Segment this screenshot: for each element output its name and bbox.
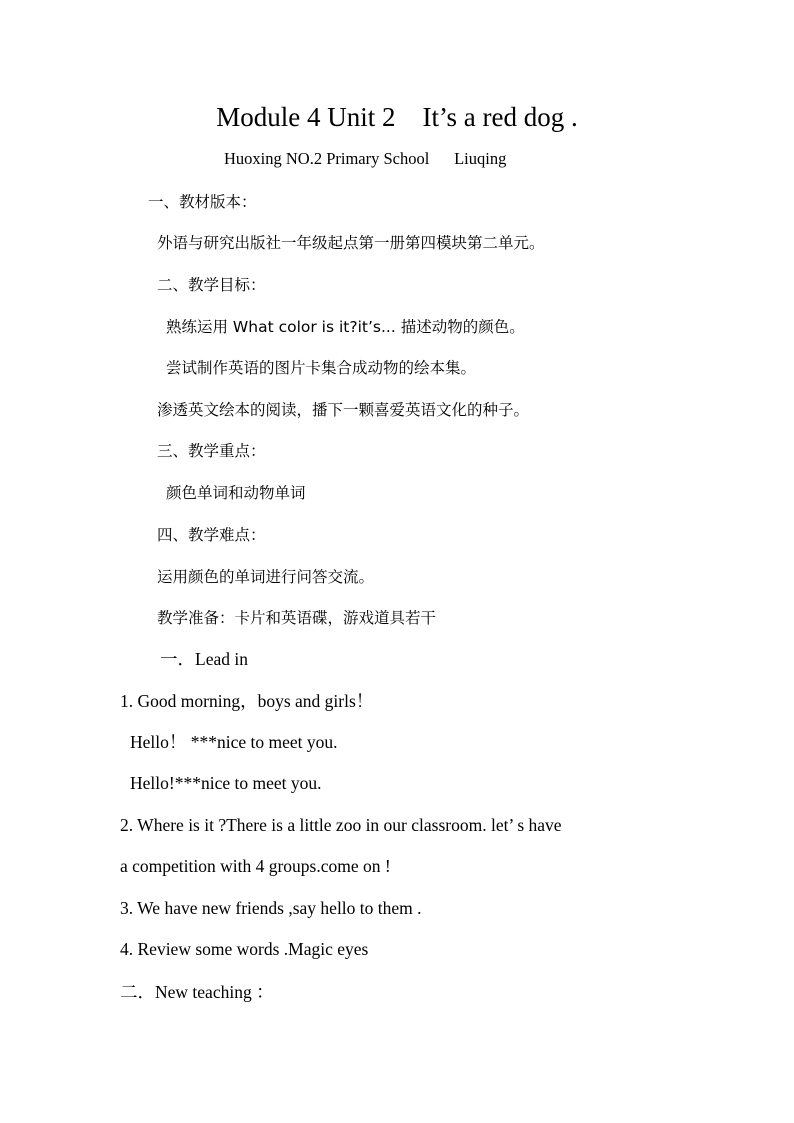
preparation-text: 教学准备：卡片和英语碟，游戏道具若干: [157, 609, 437, 627]
step-1-reply-a: Hello！ ***nice to meet you.: [130, 732, 338, 752]
goal-item-2: 尝试制作英语的图片卡集合成动物的绘本集。: [166, 359, 477, 377]
key-points-text: 颜色单词和动物单词: [166, 484, 306, 502]
lead-in-heading: 一．Lead in: [160, 649, 248, 669]
goal-item-3: 渗透英文绘本的阅读，播下一颗喜爱英语文化的种子。: [157, 401, 530, 419]
step-2-line-1: 2. Where is it ?There is a little zoo in our classroom. let’ s have: [120, 815, 562, 835]
section-heading-version: 一、教材版本：: [148, 193, 257, 211]
section-heading-key-points: 三、教学重点：: [157, 442, 266, 460]
step-3: 3. We have new friends ,say hello to them .: [120, 898, 422, 918]
step-1-reply-b: Hello!***nice to meet you.: [130, 773, 322, 793]
step-2-line-2: a competition with 4 groups.come on !: [120, 856, 391, 876]
difficulties-text: 运用颜色的单词进行问答交流。: [157, 568, 375, 586]
document-subtitle: Huoxing NO.2 Primary School Liuqing: [224, 149, 507, 168]
step-4: 4. Review some words .Magic eyes: [120, 939, 369, 959]
section-heading-difficulties: 四、教学难点：: [157, 526, 266, 544]
goal-item-1: 熟练运用 What color is it?it’s... 描述动物的颜色。: [166, 318, 525, 336]
document-title: Module 4 Unit 2 It’s a red dog .: [216, 102, 578, 132]
new-teaching-heading: 二．New teaching ：: [120, 982, 274, 1002]
version-text: 外语与研究出版社一年级起点第一册第四模块第二单元。: [157, 234, 545, 252]
section-heading-goals: 二、教学目标：: [157, 276, 266, 294]
step-1-greeting: 1. Good morning，boys and girls！: [120, 691, 374, 711]
